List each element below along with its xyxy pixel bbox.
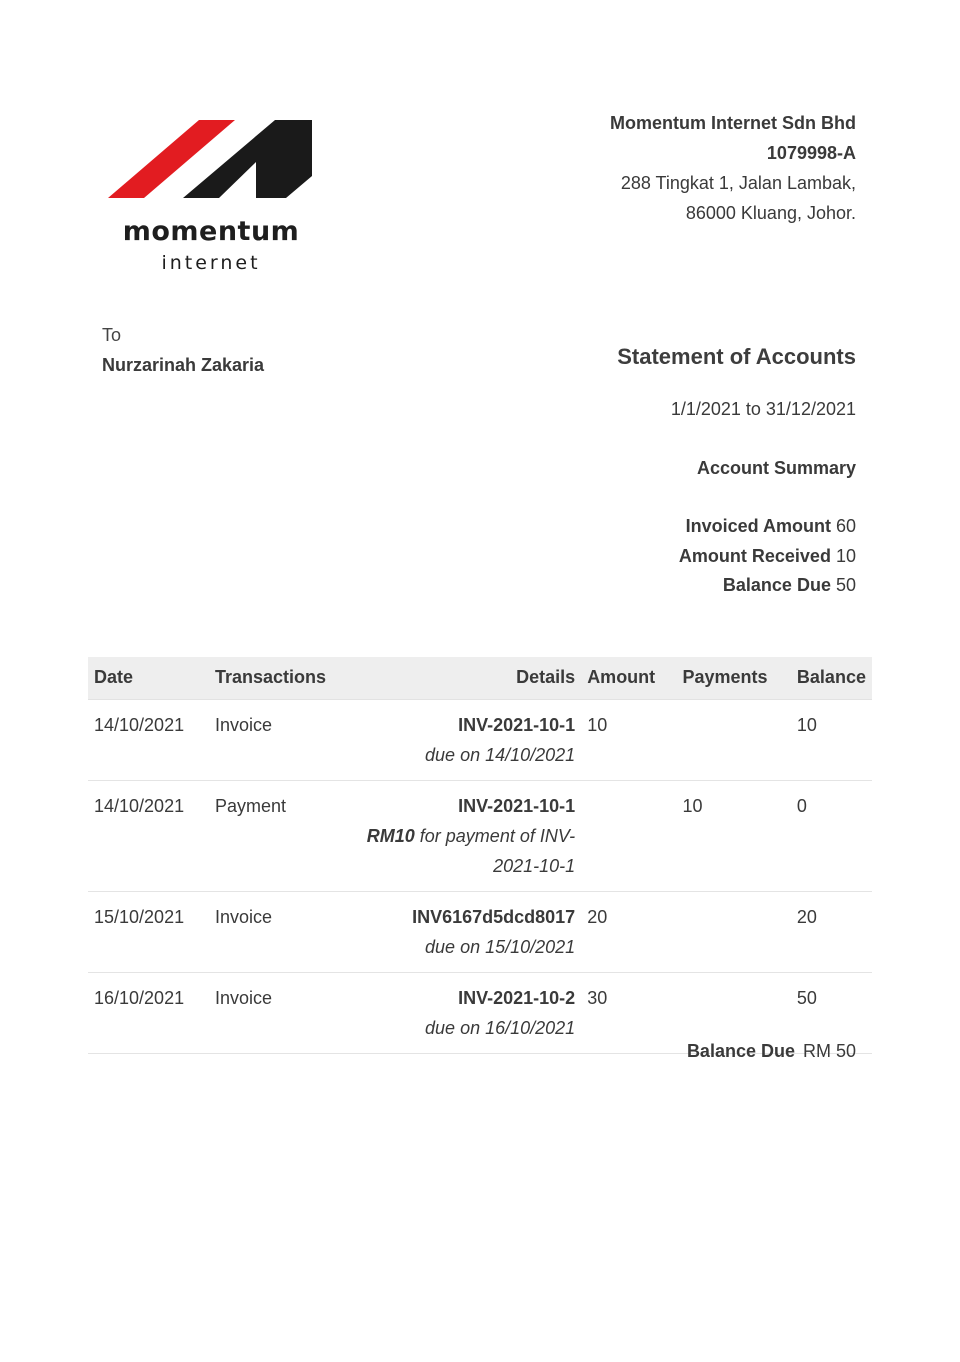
account-summary	[456, 512, 856, 601]
invoiced-amount-label: Invoiced Amount	[685, 516, 831, 536]
momentum-logo-mark	[108, 118, 314, 202]
row-type: Invoice	[209, 699, 357, 780]
balance-due-row	[456, 571, 856, 601]
row-payment	[676, 891, 790, 972]
balance-due-value: 50	[835, 575, 856, 595]
row-type: Invoice	[209, 891, 357, 972]
invoiced-amount-value: 60	[835, 516, 856, 536]
row-note: due on 14/10/2021	[425, 744, 576, 765]
recipient-name: Nurzarinah Zakaria	[102, 355, 265, 375]
header-payments: Payments	[676, 657, 790, 699]
row-amount: 30	[581, 972, 676, 1053]
row-amount: 10	[581, 699, 676, 780]
recipient-label: To	[102, 325, 122, 345]
row-details	[357, 891, 582, 972]
header-balance: Balance	[791, 657, 872, 699]
row-balance: 50	[791, 972, 872, 1053]
statement-title: Statement of Accounts	[617, 344, 856, 369]
footer-balance-value: RM 50	[802, 1041, 856, 1061]
row-ref: INV-2021-10-2	[458, 987, 576, 1008]
balance-due-label: Balance Due	[722, 575, 831, 595]
company-info	[610, 108, 856, 228]
table-row	[88, 891, 872, 972]
amount-received-label: Amount Received	[678, 545, 831, 566]
row-ref: INV6167d5dcd8017	[412, 906, 576, 927]
header-amount: Amount	[581, 657, 676, 699]
table-row	[88, 699, 872, 780]
row-details	[357, 972, 582, 1053]
row-date: 15/10/2021	[88, 891, 209, 972]
row-amount	[581, 780, 676, 891]
logo-subtext: internet	[161, 252, 261, 274]
footer-balance-due	[687, 1036, 856, 1066]
row-balance: 20	[791, 891, 872, 972]
row-details	[357, 780, 582, 891]
logo-wordmark: momentum	[122, 216, 300, 247]
row-amount: 20	[581, 891, 676, 972]
row-note: due on 16/10/2021	[425, 1017, 576, 1038]
amount-received-value: 10	[835, 545, 856, 566]
company-address-line2: 86000 Kluang, Johor.	[685, 203, 856, 223]
invoiced-amount-row	[456, 512, 856, 542]
amount-received-row	[456, 542, 856, 572]
company-logo	[108, 118, 314, 278]
row-balance: 0	[791, 780, 872, 891]
row-date: 14/10/2021	[88, 699, 209, 780]
statement-period: 1/1/2021 to 31/12/2021	[670, 399, 856, 419]
row-note: due on 15/10/2021	[425, 936, 576, 957]
header-details: Details	[357, 657, 582, 699]
account-summary-title: Account Summary	[696, 458, 856, 478]
table-header-row	[88, 657, 872, 699]
row-date: 16/10/2021	[88, 972, 209, 1053]
row-note-text: for payment of INV-2021-10-1	[414, 825, 576, 876]
company-address-line1: 288 Tingkat 1, Jalan Lambak,	[620, 173, 856, 193]
row-details	[357, 699, 582, 780]
row-balance: 10	[791, 699, 872, 780]
row-payment: 10	[676, 780, 790, 891]
transactions-table	[88, 657, 872, 1054]
row-type: Invoice	[209, 972, 357, 1053]
company-name: Momentum Internet Sdn Bhd	[610, 113, 856, 133]
row-ref: INV-2021-10-1	[458, 714, 576, 735]
statement-header	[456, 340, 856, 601]
table-row	[88, 780, 872, 891]
company-reg-no: 1079998-A	[766, 143, 856, 163]
row-ref: INV-2021-10-1	[458, 795, 576, 816]
recipient-block	[102, 320, 264, 380]
row-payment	[676, 699, 790, 780]
header-date: Date	[88, 657, 209, 699]
row-date: 14/10/2021	[88, 780, 209, 891]
row-type: Payment	[209, 780, 357, 891]
header-transactions: Transactions	[209, 657, 357, 699]
footer-balance-label: Balance Due	[686, 1041, 795, 1061]
row-note	[363, 821, 576, 881]
row-note-amount: RM10	[366, 825, 415, 846]
